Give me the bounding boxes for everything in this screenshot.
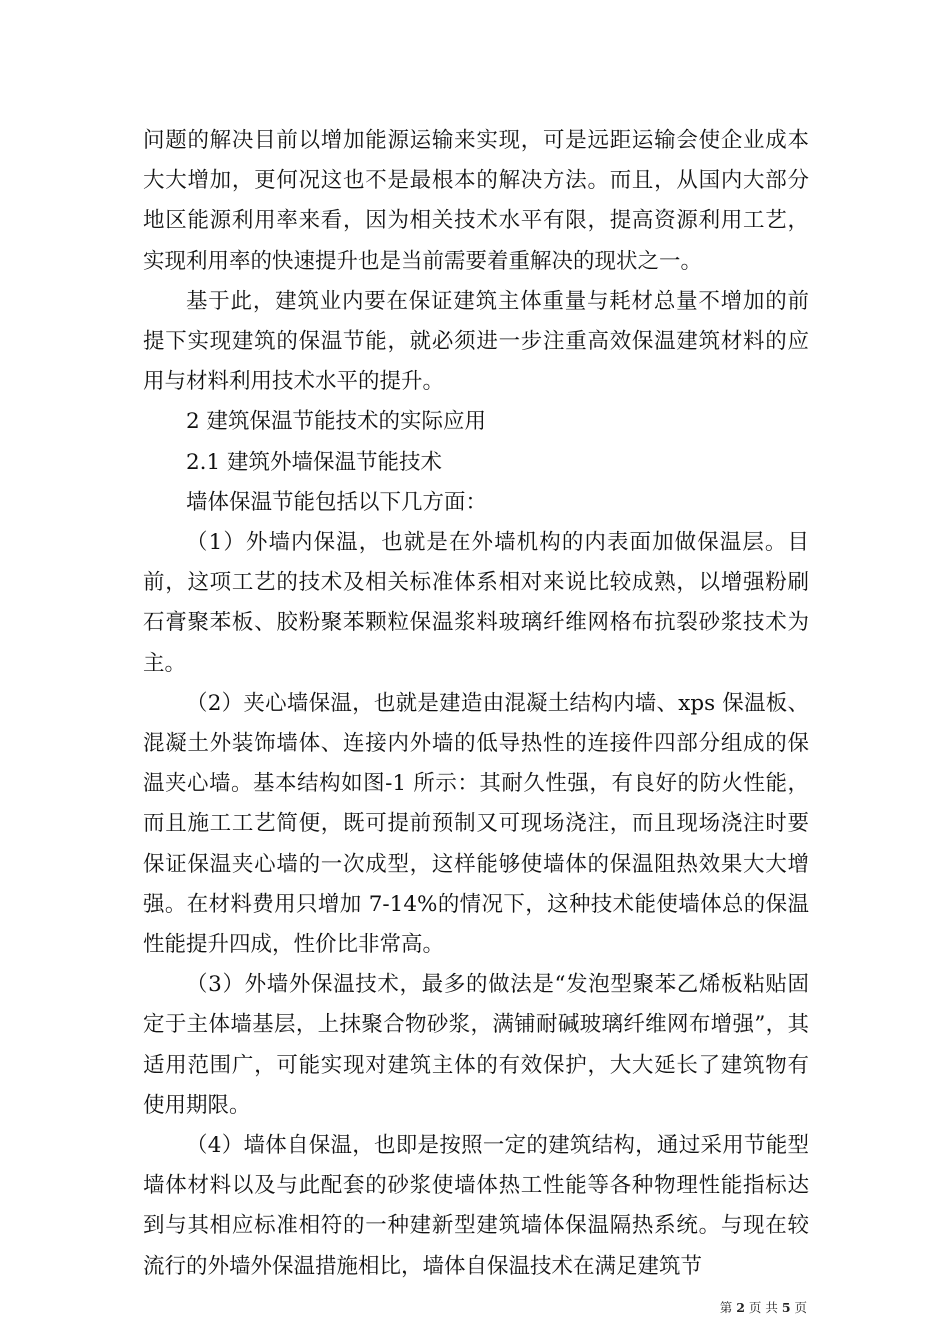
footer-middle: 页 共 <box>744 1300 782 1315</box>
paragraph-intro-wall: 墙体保温节能包括以下几方面： <box>186 489 488 515</box>
paragraph-1: 问题的解决目前以增加能源运输来实现，可是远距运输会使企业成本大大增加，更何况这也不是最根本的解决方法。而且，从国内大部分地区能源利用率来看，因为相关技术水平有限，提高资源利用工艺，实现利用率的快速提升也是当前需要着重解决的现状之一。 <box>143 128 809 274</box>
footer-suffix: 页 <box>790 1300 807 1315</box>
paragraph-2: 基于此，建筑业内要在保证建筑主体重量与耗材总量不增加的前提下实现建筑的保温节能，就必须进一步注重高效保温建筑材料的应用与材料利用技术水平的提升。 <box>143 288 809 395</box>
paragraph-item-4: （4）墙体自保温，也即是按照一定的建筑结构，通过采用节能型墙体材料以及与此配套的砂浆使墙体热工性能等各种物理性能指标达到与其相应标准相符的一种建新型建筑墙体保温隔热系统。与现在较流行的外墙外保温措施相比，墙体自保温技术在满足建筑节 <box>143 1133 809 1279</box>
page-footer <box>720 1300 807 1316</box>
paragraph-item-1: （1）外墙内保温，也就是在外墙机构的内表面加做保温层。目前，这项工艺的技术及相关标准体系相对来说比较成熟，以增强粉刷石膏聚苯板、胶粉聚苯颗粒保温浆料玻璃纤维网格布抗裂砂浆技术为主。 <box>143 530 809 676</box>
total-page-number: 5 <box>781 1300 791 1315</box>
section-heading-2: 2 建筑保温节能技术的实际应用 <box>186 409 487 435</box>
section-heading-2-1: 2.1 建筑外墙保温节能技术 <box>186 449 443 475</box>
paragraph-item-2: （2）夹心墙保温，也就是建造由混凝土结构内墙、xps 保温板、混凝土外装饰墙体、连接内外墙的低导热性的连接件四部分组成的保温夹心墙。基本结构如图-1 所示：其耐久性强，有良好的防火性能，而且施工工艺简便，既可提前预制又可现场浇注，而且现场浇注时要保证保温夹心墙的一次成型，这样能够使墙体的保温阻热效果大大增强。在材料费用只增加 7-14%的情况下，这种技术能使墙体总的保温性能提升四成，性价比非常高。 <box>143 690 809 958</box>
current-page-number: 2 <box>736 1300 745 1315</box>
paragraph-item-3: （3）外墙外保温技术，最多的做法是“发泡型聚苯乙烯板粘贴固定于主体墙基层，上抹聚合物砂浆，满铺耐碱玻璃纤维网布增强”，其适用范围广，可能实现对建筑主体的有效保护，大大延长了建筑物有使用期限。 <box>143 972 809 1118</box>
footer-prefix: 第 <box>719 1300 737 1315</box>
document-body <box>143 121 809 1287</box>
